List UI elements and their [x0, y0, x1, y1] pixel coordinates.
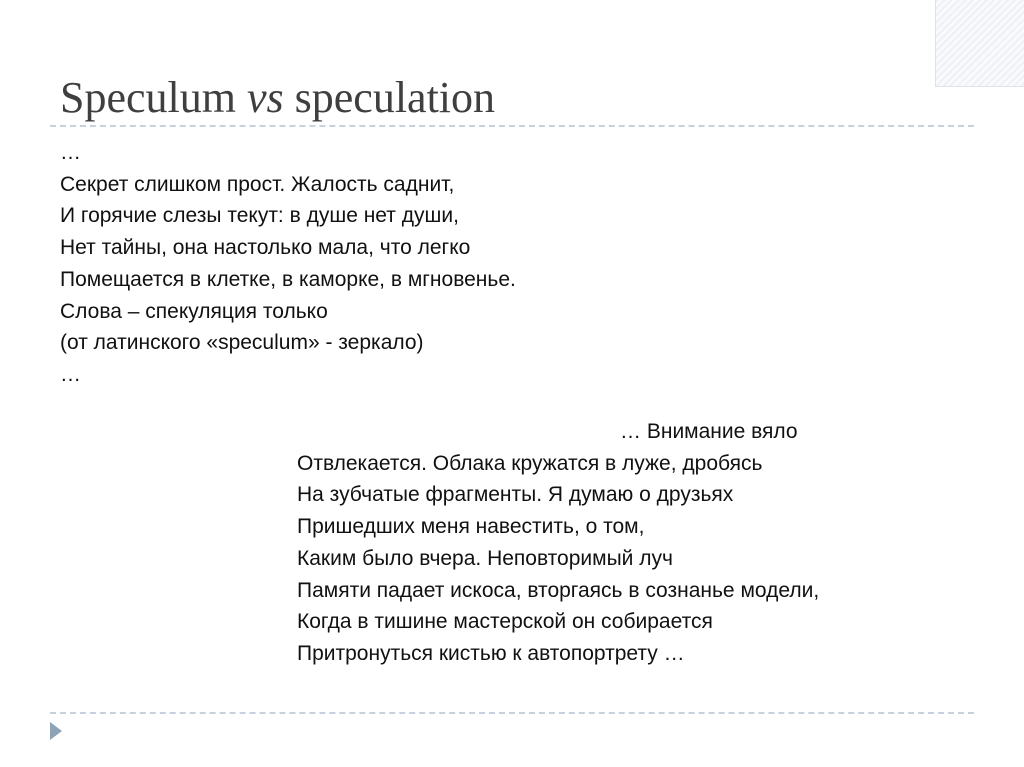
stanza-1-line: И горячие слезы текут: в душе нет души, — [60, 204, 459, 228]
stanza-1-line: … — [60, 141, 81, 164]
poem-stanza-1 — [60, 137, 516, 391]
stanza-2-line: Памяти падает искоса, вторгаясь в сознанье модели, — [297, 578, 820, 602]
corner-decoration — [935, 0, 1024, 87]
stanza-1-line: … — [60, 362, 81, 386]
stanza-2-line: На зубчатые фрагменты. Я думаю о друзьях — [297, 483, 734, 507]
stanza-1-line: Помещается в клетке, в каморке, в мгновенье. — [60, 267, 516, 291]
next-slide-arrow-icon[interactable] — [50, 722, 62, 740]
stanza-2-line: … Внимание вяло — [620, 420, 798, 443]
title-main: Speculum — [60, 73, 247, 122]
slide-title — [60, 72, 495, 124]
stanza-1-line: (от латинского «speculum» - зеркало) — [60, 331, 424, 355]
footer-divider — [50, 712, 974, 714]
stanza-2-line: Когда в тишине мастерской он собирается — [297, 610, 713, 634]
stanza-1-line: Нет тайны, она настолько мала, что легко — [60, 236, 471, 260]
stanza-1-line: Секрет слишком прост. Жалость саднит, — [60, 172, 455, 196]
poem-stanza-2 — [297, 416, 819, 670]
title-vs: vs — [246, 73, 284, 122]
stanza-2-line: Притронуться кистью к автопортрету … — [297, 641, 685, 665]
stanza-2-line: Отвлекается. Облака кружатся в луже, дробясь — [297, 451, 763, 475]
stanza-2-line: Пришедших меня навестить, о том, — [297, 515, 645, 539]
title-divider — [50, 125, 974, 127]
title-end: speculation — [283, 73, 496, 122]
stanza-1-line: Слова – спекуляция только — [60, 299, 328, 323]
stanza-2-line: Каким было вчера. Неповторимый луч — [297, 546, 673, 570]
